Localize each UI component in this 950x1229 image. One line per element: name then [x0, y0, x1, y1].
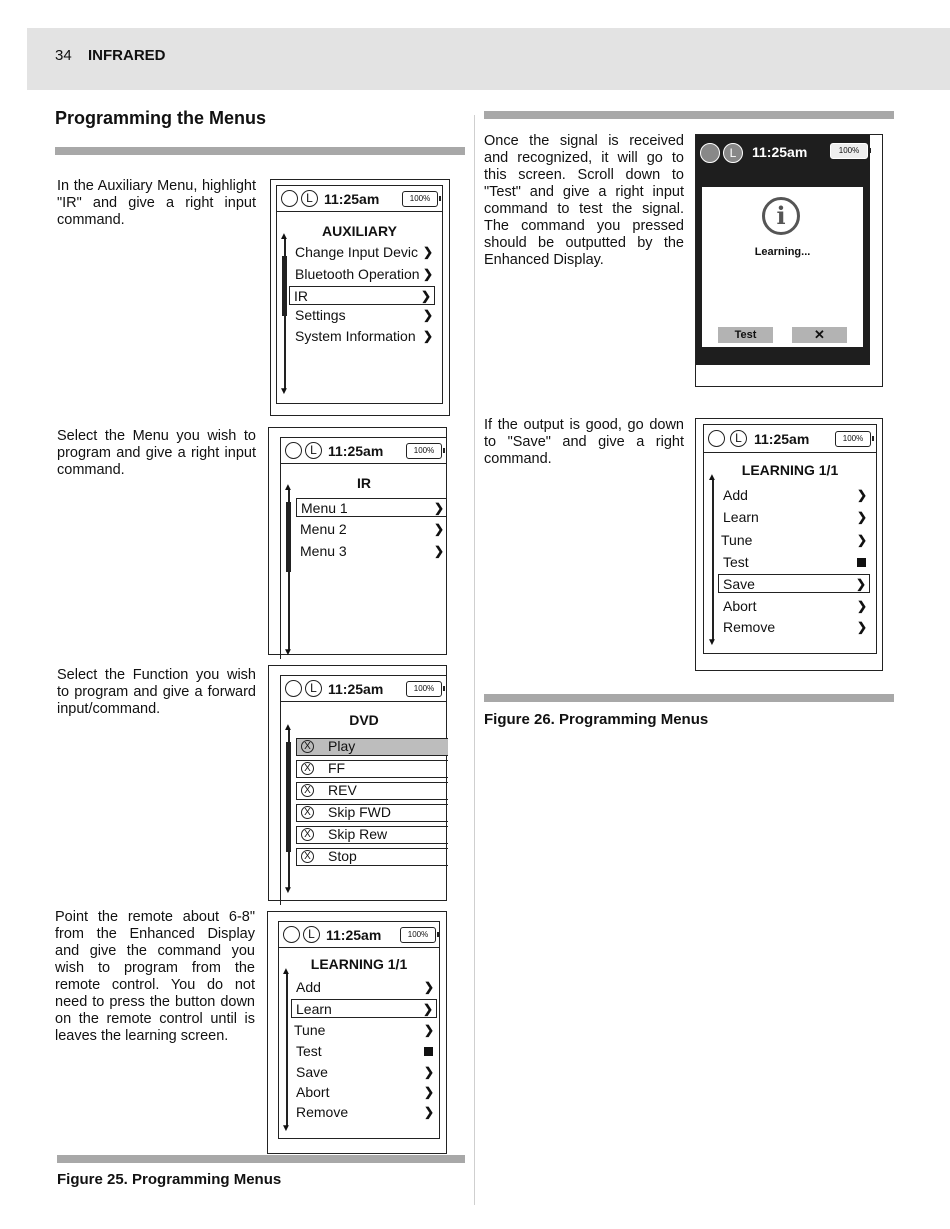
menu-item[interactable]: Save ❯: [296, 1064, 434, 1080]
status-bar: [281, 676, 447, 702]
step-paragraph-5: Once the signal is received and recognized, it will go to this screen. Scroll down to "Test" and give a right input command to test the signal. The command you pressed should be outputted by the Enhanced Display.: [484, 133, 684, 268]
left-bottom-rule: [57, 1155, 465, 1163]
power-indicator-icon: [708, 430, 725, 447]
menu-item[interactable]: Menu 2 ❯: [300, 521, 444, 537]
screen-title: IR: [357, 475, 371, 491]
stop-icon: [424, 1047, 433, 1056]
screen-display: [280, 675, 447, 905]
battery-icon: 100%: [830, 143, 868, 159]
menu-item-selected[interactable]: Save ❯: [718, 574, 870, 593]
screen-display: [696, 135, 870, 365]
menu-item[interactable]: Tune ❯: [294, 1022, 434, 1038]
dialog-panel: [702, 187, 863, 347]
menu-item[interactable]: Menu 3 ❯: [300, 543, 444, 559]
learning-message: Learning...: [754, 246, 811, 258]
power-indicator-icon: [700, 143, 720, 163]
info-icon: i: [762, 197, 800, 235]
x-icon: X: [301, 806, 314, 819]
x-icon: X: [301, 828, 314, 841]
battery-icon: 100%: [835, 431, 871, 447]
screen-display: [280, 437, 447, 659]
menu-item-selected[interactable]: Menu 1 ❯: [296, 498, 447, 517]
section-title: INFRARED: [88, 47, 166, 64]
menu-item-selected[interactable]: IR ❯: [289, 286, 435, 305]
menu-item[interactable]: Settings ❯: [295, 307, 433, 323]
menu-item[interactable]: Test: [292, 1042, 437, 1061]
function-item[interactable]: X Stop: [296, 848, 448, 866]
scroll-thumb[interactable]: [286, 742, 291, 852]
ir-screen: [268, 427, 447, 655]
scroll-thumb[interactable]: [282, 256, 287, 316]
x-icon: X: [301, 740, 314, 753]
stop-icon: [857, 558, 866, 567]
function-item-highlighted[interactable]: X Play: [296, 738, 448, 756]
x-icon: X: [301, 850, 314, 863]
column-divider: [474, 115, 475, 1205]
clock: 11:25am: [326, 927, 382, 943]
menu-item[interactable]: Remove ❯: [296, 1104, 434, 1120]
menu-item[interactable]: System Information ❯: [295, 328, 433, 344]
power-indicator-icon: [281, 190, 298, 207]
battery-icon: 100%: [406, 681, 442, 697]
dvd-screen: [268, 665, 447, 901]
step-paragraph-6: If the output is good, go down to "Save" and give a right command.: [484, 417, 684, 467]
menu-item[interactable]: Change Input Devic ❯: [295, 244, 433, 260]
scroll-arrow: [286, 974, 288, 1126]
battery-icon: 100%: [400, 927, 436, 943]
auxiliary-screen: [270, 179, 450, 416]
screen-title: DVD: [349, 712, 379, 728]
screen-display: [703, 424, 877, 654]
page-number: 34: [55, 47, 72, 64]
screen-title: LEARNING 1/1: [310, 956, 408, 972]
scroll-arrow: [712, 480, 714, 640]
right-bottom-rule: [484, 694, 894, 702]
scroll-thumb[interactable]: [286, 502, 291, 572]
clock: 11:25am: [324, 191, 380, 207]
lock-indicator-icon: L: [303, 926, 320, 943]
battery-icon: 100%: [402, 191, 438, 207]
right-top-rule: [484, 111, 894, 119]
clock: 11:25am: [328, 681, 384, 697]
lock-indicator-icon: L: [730, 430, 747, 447]
clock: 11:25am: [754, 431, 810, 447]
menu-item-selected[interactable]: Learn ❯: [291, 999, 437, 1018]
menu-item[interactable]: Tune ❯: [721, 532, 867, 548]
left-top-rule: [55, 147, 465, 155]
learning-save-screen: [695, 418, 883, 671]
screen-title: LEARNING 1/1: [741, 462, 839, 478]
status-bar: [704, 425, 876, 453]
screen-display: [276, 185, 443, 404]
menu-item[interactable]: Test: [719, 553, 870, 572]
power-indicator-icon: [285, 442, 302, 459]
menu-item[interactable]: Learn ❯: [723, 509, 867, 525]
page-heading: Programming the Menus: [55, 108, 267, 128]
function-item[interactable]: X Skip Rew: [296, 826, 448, 844]
figure-26-caption: Figure 26. Programming Menus: [484, 711, 709, 728]
menu-item[interactable]: Abort ❯: [723, 598, 867, 614]
status-bar: [277, 186, 442, 212]
menu-item[interactable]: Remove ❯: [723, 619, 867, 635]
learning-screen: [267, 911, 447, 1154]
lock-indicator-icon: L: [305, 442, 322, 459]
function-item[interactable]: X Skip FWD: [296, 804, 448, 822]
battery-icon: 100%: [406, 443, 442, 459]
step-paragraph-1: In the Auxiliary Menu, highlight "IR" and give a right input command.: [57, 178, 256, 228]
menu-item[interactable]: Add ❯: [723, 487, 867, 503]
menu-item[interactable]: Bluetooth Operation ❯: [295, 266, 433, 282]
learning-dialog-screen: [695, 134, 883, 387]
figure-25-caption: Figure 25. Programming Menus: [57, 1171, 282, 1188]
clock: 11:25am: [752, 144, 808, 160]
power-indicator-icon: [283, 926, 300, 943]
function-item[interactable]: X REV: [296, 782, 448, 800]
lock-indicator-icon: L: [723, 143, 743, 163]
screen-title: AUXILIARY: [322, 223, 397, 239]
lock-indicator-icon: L: [305, 680, 322, 697]
lock-indicator-icon: L: [301, 190, 318, 207]
test-button[interactable]: Test: [718, 327, 773, 343]
x-icon: X: [301, 784, 314, 797]
menu-item[interactable]: Add ❯: [296, 979, 434, 995]
step-paragraph-2: Select the Menu you wish to program and give a right input command.: [57, 428, 256, 478]
status-bar: [279, 922, 439, 948]
screen-display: [278, 921, 440, 1139]
clock: 11:25am: [328, 443, 384, 459]
menu-item[interactable]: Abort ❯: [296, 1084, 434, 1100]
close-button[interactable]: ✕: [792, 327, 847, 343]
step-paragraph-4: Point the remote about 6-8" from the Enhanced Display and give the command you wish to program from the remote control. You do not need to press the button down on the remote control until is leaves the learning screen.: [55, 909, 255, 1044]
function-item[interactable]: X FF: [296, 760, 448, 778]
power-indicator-icon: [285, 680, 302, 697]
x-icon: X: [301, 762, 314, 775]
step-paragraph-3: Select the Function you wish to program and give a forward input/command.: [57, 667, 256, 717]
status-bar: [281, 438, 447, 464]
